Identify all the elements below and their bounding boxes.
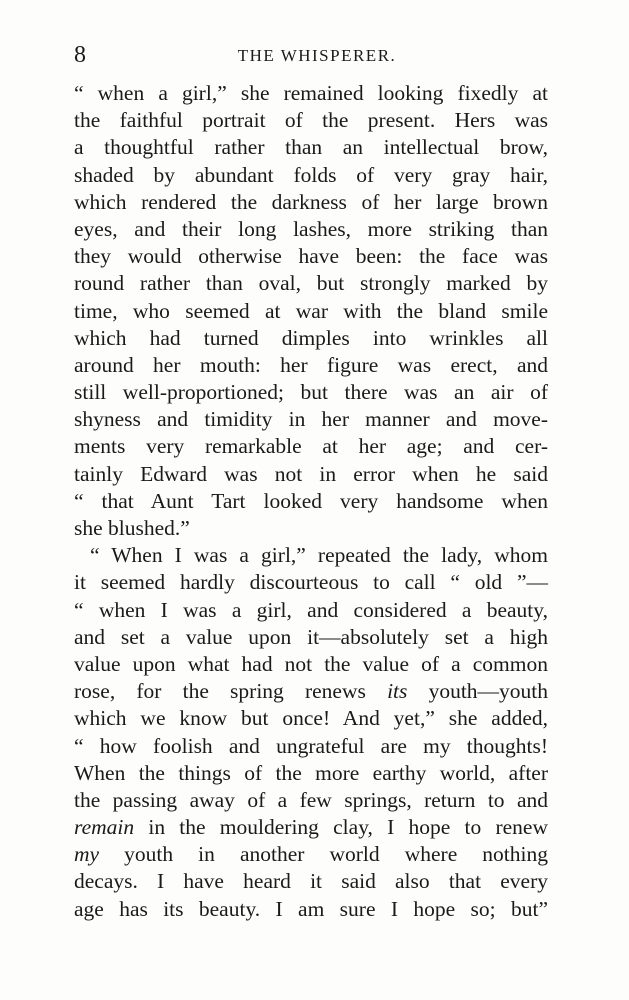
text-line-with-italic xyxy=(74,841,548,868)
page-number: 8 xyxy=(74,42,86,68)
text-line: around her mouth: her figure was erect, and xyxy=(74,352,548,377)
text-line: age has its beauty. I am sure I hope so; but” xyxy=(74,896,548,921)
text-line: the faithful portrait of the present. Hers was xyxy=(74,108,548,133)
text-line: time, who seemed at war with the bland smile xyxy=(74,298,548,323)
text-line: When the things of the more earthy world, after xyxy=(74,760,548,785)
text-line: and set a value upon it—absolutely set a high xyxy=(74,624,548,649)
text-line: which we know but once! And yet,” she added, xyxy=(74,706,548,731)
text-line: eyes, and their long lashes, more striking than xyxy=(74,216,548,241)
running-title: THE WHISPERER. xyxy=(237,46,397,65)
text-line: a thoughtful rather than an intellectual brow, xyxy=(74,135,548,160)
text-line: they would otherwise have been: the face was xyxy=(74,244,548,269)
text-line: value upon what had not the value of a common xyxy=(74,651,548,676)
text-line: “ that Aunt Tart looked very handsome when xyxy=(74,488,548,513)
text-line: decays. I have heard it said also that every xyxy=(74,869,548,894)
text-line-with-italic xyxy=(74,678,548,705)
text-line: round rather than oval, but strongly marked by xyxy=(74,271,548,296)
text-line-with-italic xyxy=(74,814,548,841)
text-line: ments very remarkable at her age; and cer- xyxy=(74,434,548,459)
text-segment: in the mouldering clay, I hope to renew xyxy=(148,815,549,840)
body-text xyxy=(74,80,548,923)
text-line: “ When I was a girl,” repeated the lady, whom xyxy=(90,543,548,568)
text-line: shyness and timidity in her manner and move- xyxy=(74,407,548,432)
text-segment: rose, for the spring renews xyxy=(74,679,366,704)
text-line: still well-proportioned; but there was an air of xyxy=(74,380,548,405)
text-segment: youth in another world where nothing xyxy=(124,842,548,867)
text-line: tainly Edward was not in error when he said xyxy=(74,461,548,486)
text-line: shaded by abundant folds of very gray hair, xyxy=(74,162,548,187)
text-line: which rendered the darkness of her large brown xyxy=(74,189,548,214)
text-segment: youth—youth xyxy=(428,679,549,704)
italic-emphasis: its xyxy=(387,679,408,704)
text-line: “ when I was a girl, and considered a beauty, xyxy=(74,597,548,622)
page-header xyxy=(74,40,546,70)
text-line: “ how foolish and ungrateful are my thoughts! xyxy=(74,733,548,758)
italic-emphasis: remain xyxy=(74,815,135,840)
text-line: she blushed.” xyxy=(74,516,190,540)
text-line: “ when a girl,” she remained looking fixedly at xyxy=(74,81,548,105)
text-line: which had turned dimples into wrinkles all xyxy=(74,325,548,350)
text-line: the passing away of a few springs, return to and xyxy=(74,787,548,812)
italic-emphasis: my xyxy=(74,842,100,867)
text-line: it seemed hardly discourteous to call “ old ”— xyxy=(74,570,548,595)
